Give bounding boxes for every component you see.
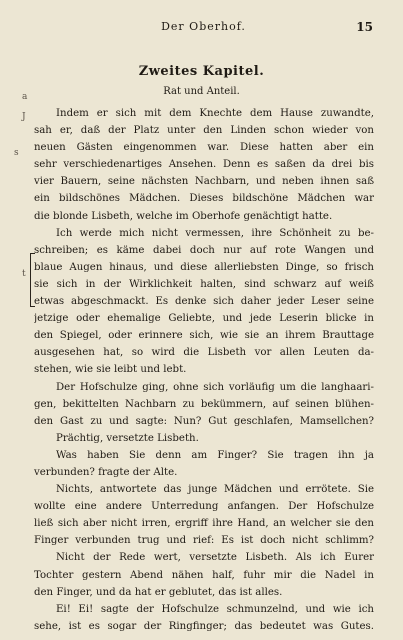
text-line: wollte eine andere Unterredung anfangen. Der Hofschulze bbox=[34, 501, 374, 513]
running-title: Der Oberhof. bbox=[161, 20, 246, 33]
text-line: den Gast zu und sagte: Nun? Gut geschlafen, Mamsellchen? bbox=[34, 415, 374, 427]
text-line: Ich werde mich nicht vermessen, ihre Schönheit zu be- bbox=[56, 227, 374, 239]
text-line: ein bildschönes Mädchen. Dieses bildschöne Mädchen war bbox=[34, 193, 374, 205]
text-line: Nichts, antwortete das junge Mädchen und errötete. Sie bbox=[56, 484, 374, 496]
text-line: sehe, ist es sogar der Ringfinger; das bedeutet was Gutes. bbox=[34, 620, 374, 632]
text-line: sehr verschiedenartiges Ansehen. Denn es saßen da drei bis bbox=[34, 159, 374, 171]
chapter-title: Zweites Kapitel. bbox=[138, 64, 265, 79]
text-line: die blonde Lisbeth, welche im Oberhofe genächtigt hatte. bbox=[34, 210, 333, 222]
margin-mark: J bbox=[22, 112, 26, 122]
text-line: jetzige oder ehemalige Geliebte, und jede Leserin blicke in bbox=[34, 313, 374, 325]
text-line: verbunden? fragte der Alte. bbox=[34, 466, 178, 478]
text-line: Finger verbunden trug und rief: Es ist doch nicht schlimm? bbox=[34, 535, 374, 547]
text-line: sie sich in der Wirklichkeit halten, sind schwarz auf weiß bbox=[34, 278, 374, 290]
text-line: den Finger, und da hat er geblutet, das ist alles. bbox=[34, 586, 283, 598]
margin-mark: a bbox=[22, 92, 28, 102]
text-line: Ei! Ei! sagte der Hofschulze schmunzelnd, und wie ich bbox=[56, 603, 374, 615]
text-line: sah er, daß der Platz unter den Linden schon wieder von bbox=[34, 125, 374, 137]
running-header bbox=[34, 20, 373, 36]
text-line: stehen, wie sie leibt und lebt. bbox=[34, 364, 187, 376]
text-line: ließ sich aber nicht irren, ergriff ihre Hand, an welcher sie den bbox=[34, 518, 374, 530]
text-line: Der Hofschulze ging, ohne sich vorläufig um die langhaari- bbox=[56, 381, 374, 393]
margin-mark: s bbox=[14, 148, 19, 158]
text-line: Was haben Sie denn am Finger? Sie tragen ihn ja bbox=[56, 449, 374, 461]
text-line: Tochter gestern Abend nähen half, fuhr mir die Nadel in bbox=[34, 569, 374, 581]
page-number: 15 bbox=[356, 20, 373, 34]
text-line: etwas abgeschmackt. Es denke sich daher jeder Leser seine bbox=[34, 296, 374, 308]
margin-mark: t bbox=[22, 269, 26, 279]
text-line: gen, bekittelten Nachbarn zu bekümmern, auf seinen blühen- bbox=[34, 398, 374, 410]
text-line: Prächtig, versetzte Lisbeth. bbox=[56, 432, 199, 444]
text-line: schreiben; es käme dabei doch nur auf rote Wangen und bbox=[34, 244, 374, 256]
text-line: Nicht der Rede wert, versetzte Lisbeth. Als ich Eurer bbox=[56, 552, 374, 564]
chapter-subtitle: Rat und Anteil. bbox=[163, 86, 240, 97]
text-line: Indem er sich mit dem Knechte dem Hause zuwandte, bbox=[56, 108, 374, 119]
text-line: blaue Augen hinaus, und diese allerliebsten Dinge, so frisch bbox=[34, 261, 374, 273]
text-line: ausgesehen hat, so wird die Lisbeth vor allen Leuten da- bbox=[34, 347, 374, 359]
text-line: neuen Gästen eingenommen war. Diese hatten aber ein bbox=[34, 142, 374, 154]
body-text bbox=[34, 105, 374, 635]
text-line: vier Bauern, seine nächsten Nachbarn, und neben ihnen saß bbox=[34, 176, 374, 188]
text-line: den Spiegel, oder erinnere sich, wie sie an ihrem Brauttage bbox=[34, 330, 374, 342]
